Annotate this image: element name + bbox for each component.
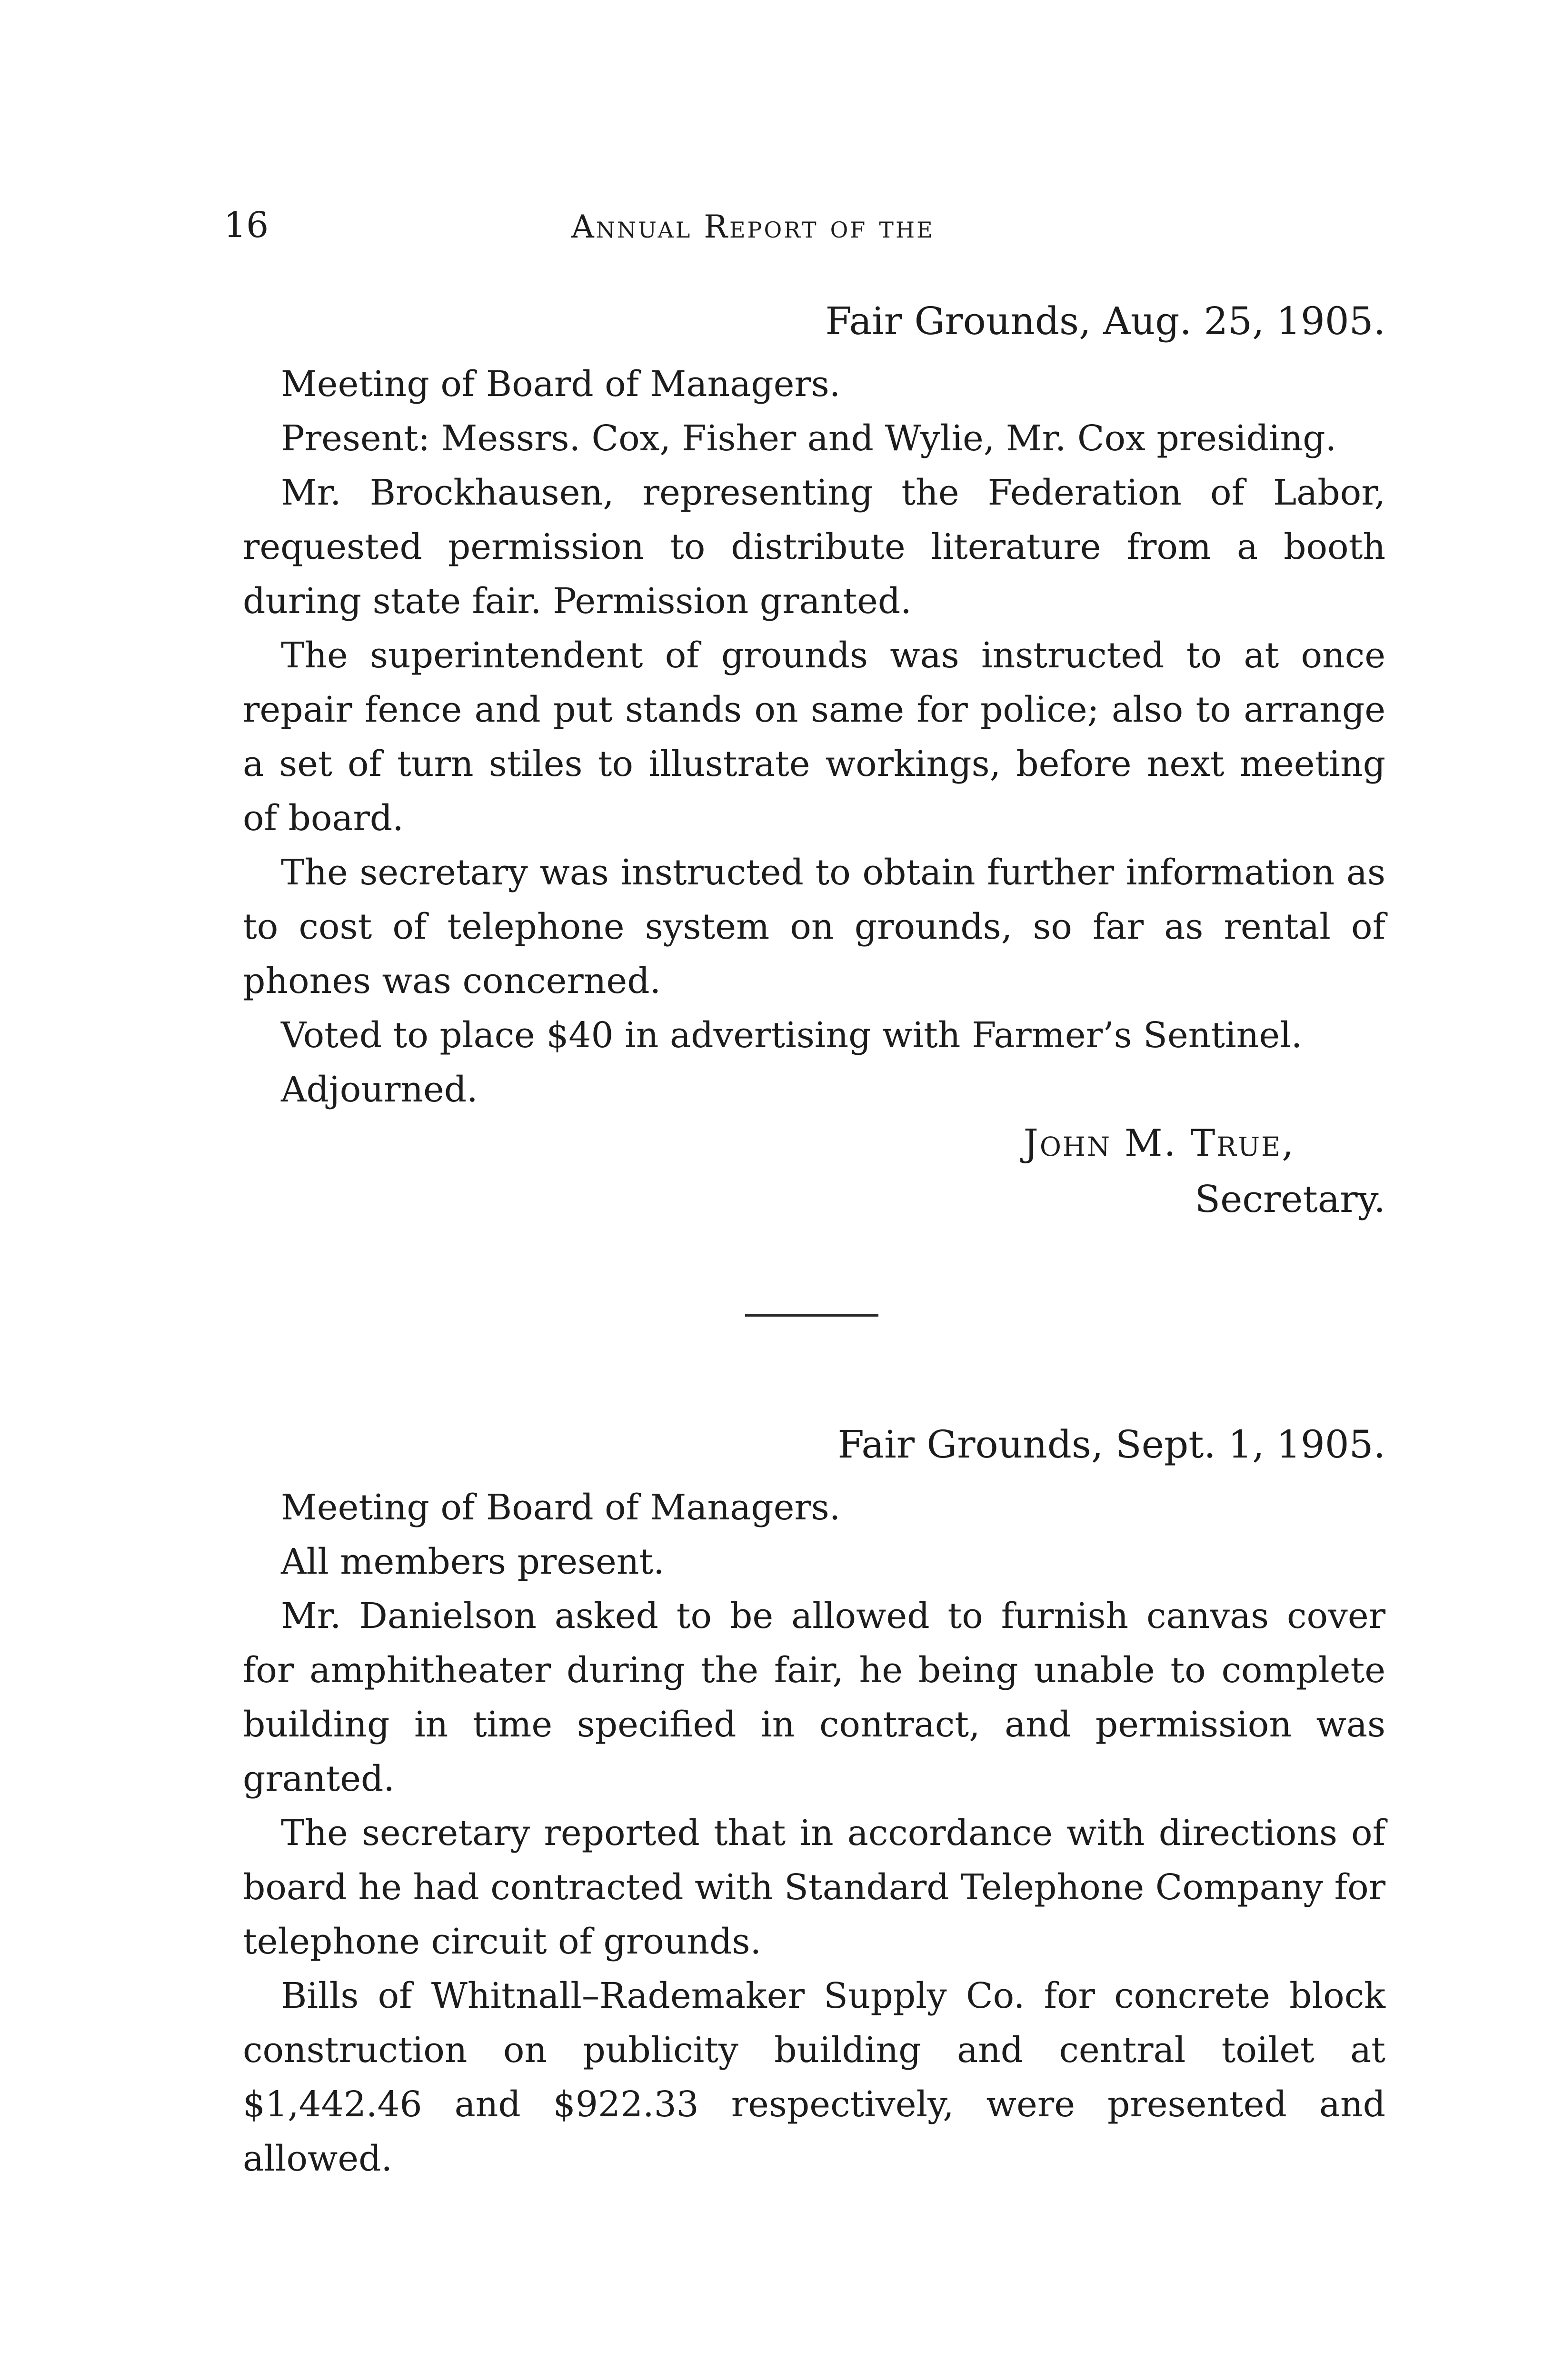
- dateline: Fair Grounds, Aug. 25, 1905.: [825, 299, 1385, 343]
- signature-name: John M. True,: [1023, 1122, 1295, 1165]
- paragraph: All members present.: [281, 1541, 665, 1582]
- minutes-entry-sept-1: [243, 1418, 1385, 2186]
- paragraph: Meeting of Board of Managers.: [281, 364, 841, 405]
- signature-title: Secretary.: [1195, 1178, 1385, 1221]
- paragraph: Voted to place $40 in advertising with Farmer’s Sentinel.: [281, 1015, 1303, 1056]
- paragraph: Present: Messrs. Cox, Fisher and Wylie, Mr. Cox presiding.: [281, 418, 1337, 459]
- running-header: [224, 205, 1414, 252]
- paragraph: Mr. Danielson asked to be allowed to furnish canvas cover for amphitheater during the fair, he being unable to complete building in time specified in contract, and permission was granted.: [243, 1596, 1385, 1799]
- paragraph: The secretary reported that in accordance with directions of board he had contracted with Standard Telephone Company for telephone circuit of grounds.: [243, 1813, 1385, 1962]
- dateline: Fair Grounds, Sept. 1, 1905.: [837, 1422, 1385, 1467]
- paragraph: The secretary was instructed to obtain further information as to cost of telephone system on grounds, so far as rental of phones was concerned.: [243, 852, 1385, 1002]
- section-divider: [745, 1314, 878, 1317]
- minutes-entry-aug-25: [243, 295, 1385, 1231]
- paragraph: Adjourned.: [281, 1069, 478, 1110]
- paragraph: Bills of Whitnall–Rademaker Supply Co. for concrete block construction on publicity building and central toilet at $1,442.46 and $922.33 respectively, were presented and allowed.: [243, 1975, 1385, 2179]
- signature-block: [243, 1117, 1385, 1231]
- running-title: Annual Report of the: [571, 208, 935, 245]
- paragraph: Meeting of Board of Managers.: [281, 1487, 841, 1528]
- paragraph: The superintendent of grounds was instructed to at once repair fence and put stands on same for police; also to arrange a set of turn stiles to illustrate workings, before next meeting of board.: [243, 635, 1385, 839]
- page-number: 16: [224, 205, 269, 246]
- paragraph: Mr. Brockhausen, representing the Federation of Labor, requested permission to distribute literature from a booth during state fair. Permission granted.: [243, 472, 1385, 622]
